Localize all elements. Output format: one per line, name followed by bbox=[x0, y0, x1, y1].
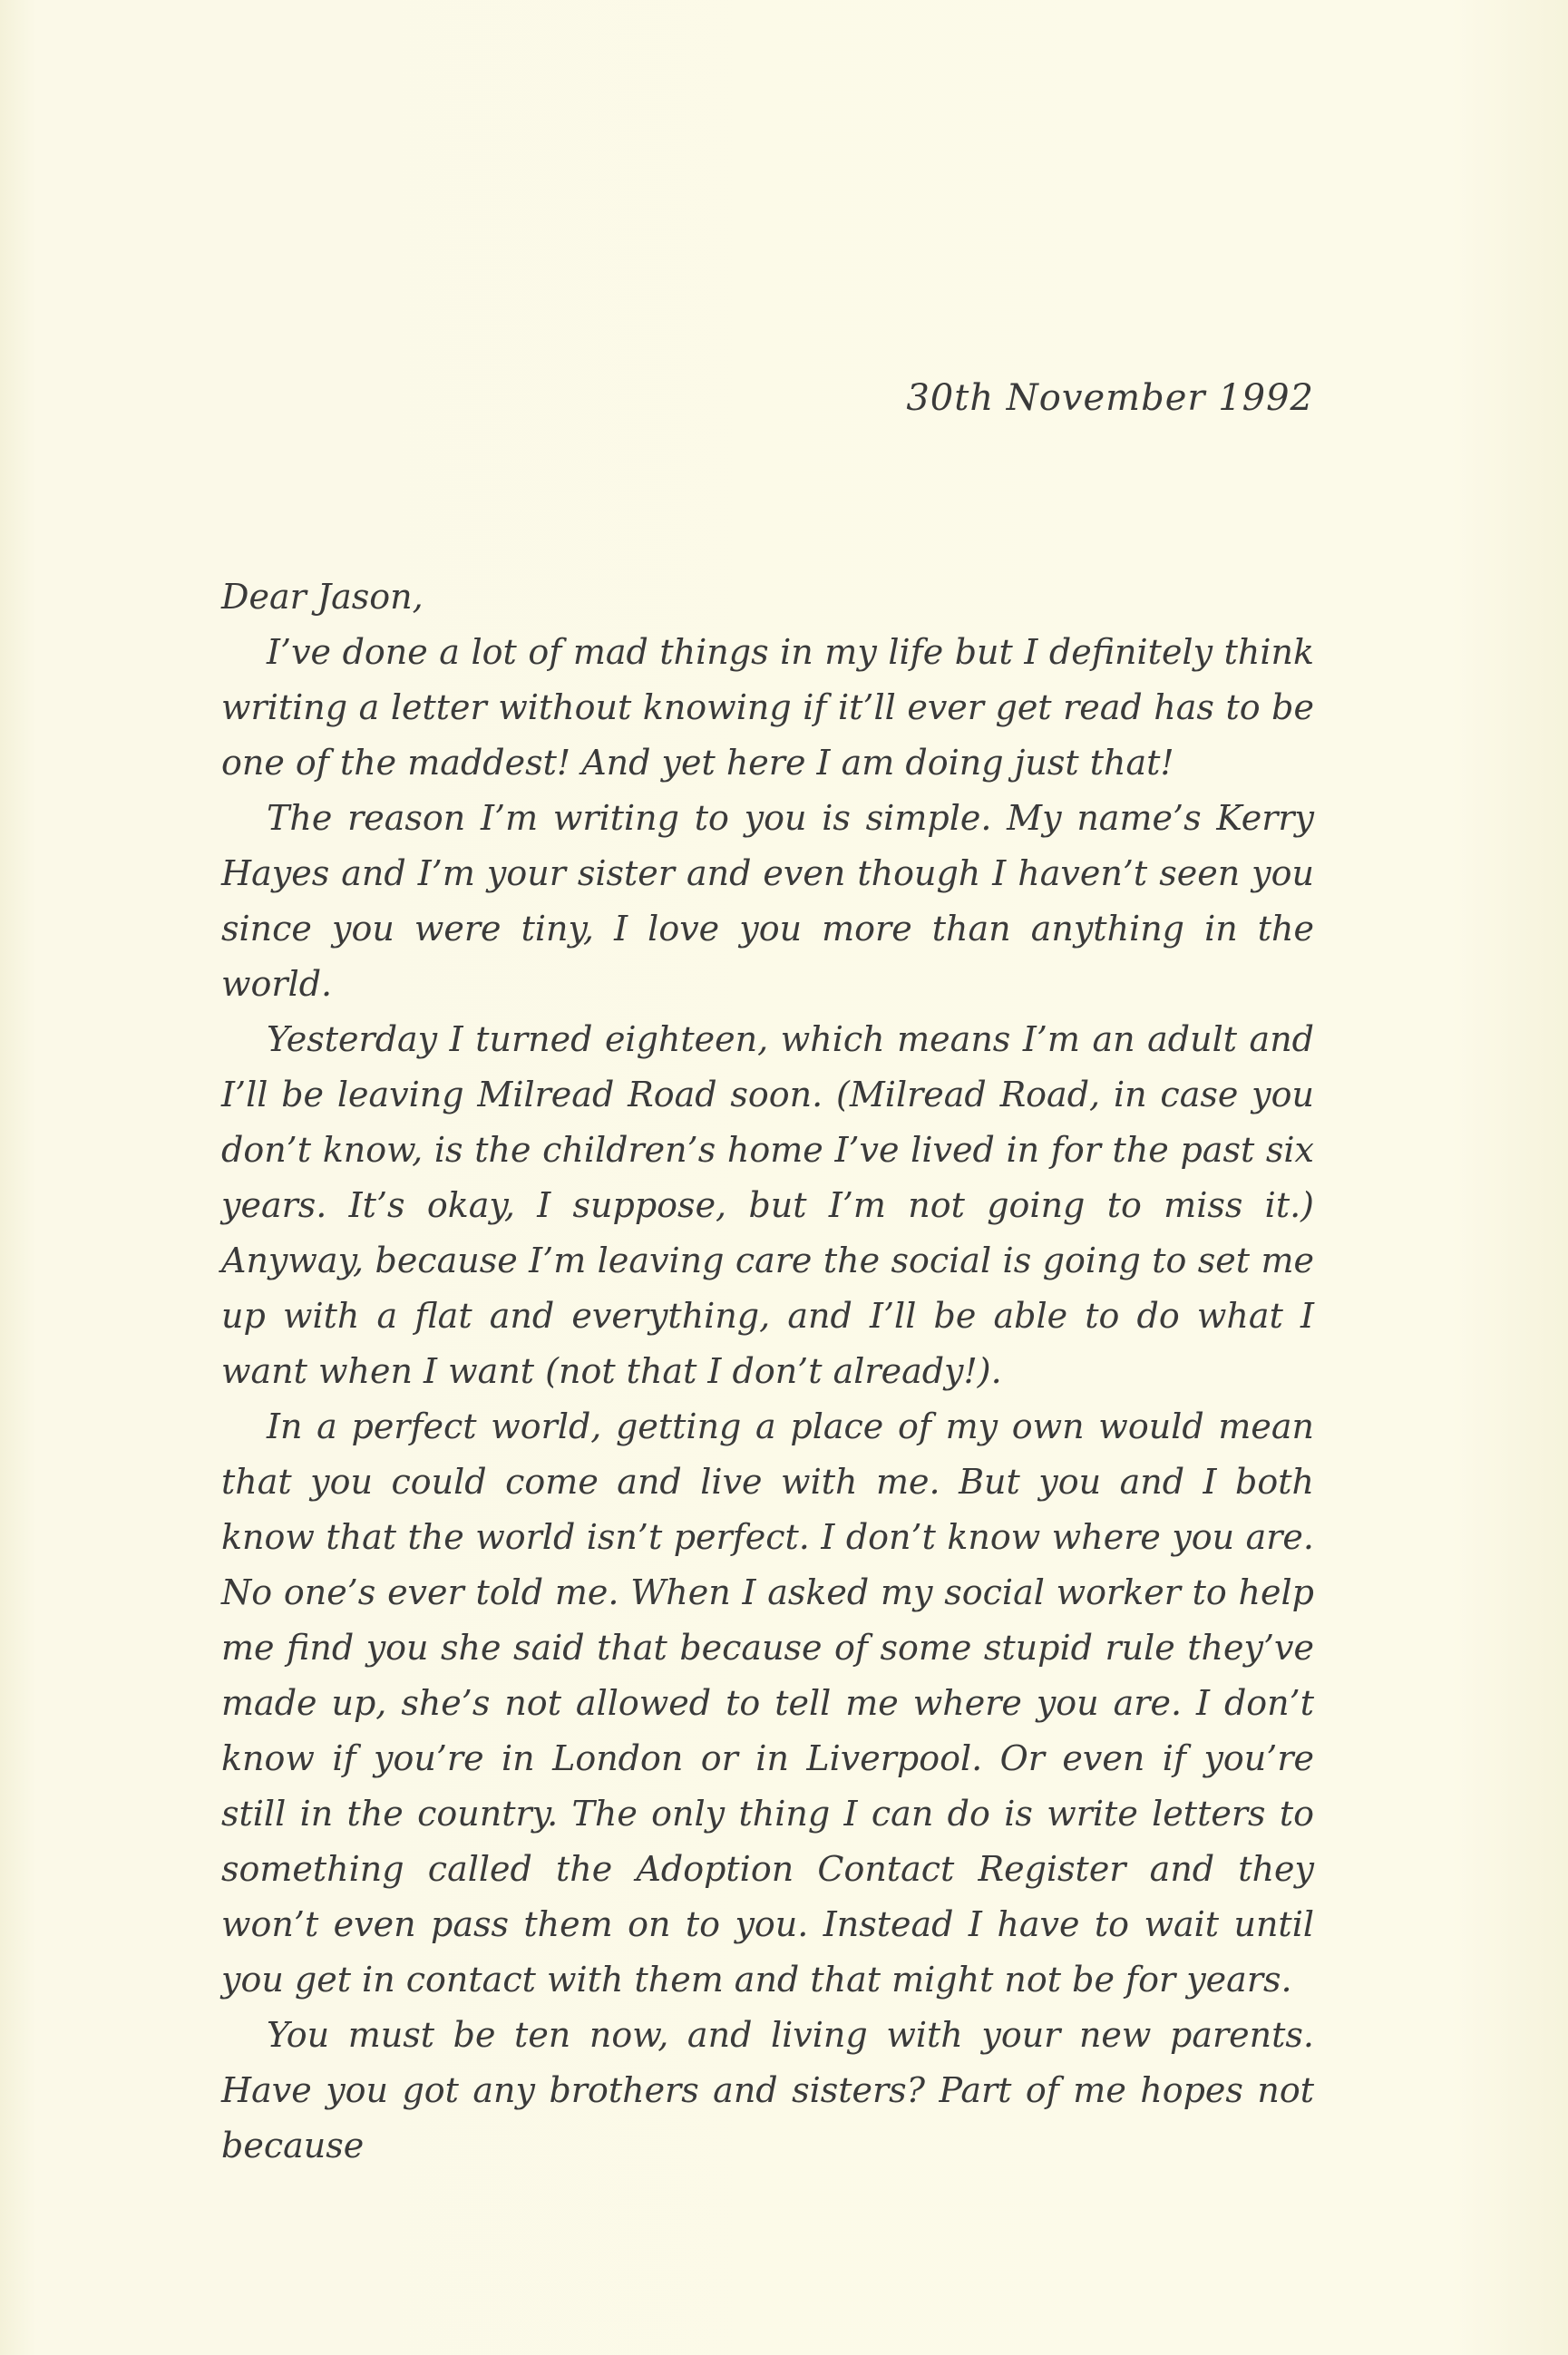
salutation: Dear Jason, bbox=[221, 577, 424, 617]
paragraph-5: You must be ten now, and living with your new parents. Have you got any brothers and sisters? Part of me hopes not because bbox=[221, 2015, 1314, 2165]
letter-date: 30th November 1992 bbox=[906, 377, 1314, 419]
paragraph-3: Yesterday I turned eighteen, which means I’m an adult and I’ll be leaving Milread Road soon. (Milread Road, in case you don’t know, is the children’s home I’ve lived in for the past six years. It’s okay, I suppose, but I’m not going to miss it.) Anyway, because I’m leaving care the social is going to set me up with a flat and everything, and I’ll be able to do what I want when I want (not that I don’t already!). bbox=[221, 1019, 1314, 1391]
letter bbox=[221, 363, 1314, 2174]
paragraph-1: I’ve done a lot of mad things in my life but I definitely think writing a letter without knowing if it’ll ever get read has to be one of the maddest! And yet here I am doing just that! bbox=[221, 632, 1314, 783]
paragraph-4: In a perfect world, getting a place of my own would mean that you could come and live with me. But you and I both know that the world isn’t perfect. I don’t know where you are. No one’s ever told me. When I asked my social worker to help me find you she said that because of some stupid rule they’ve made up, she’s not allowed to tell me where you are. I don’t know if you’re in London or in Liverpool. Or even if you’re still in the country. The only thing I can do is write letters to something called the Adoption Contact Register and they won’t even pass them on to you. Instead I have to wait until you get in contact with them and that might not be for years. bbox=[221, 1406, 1314, 2000]
paragraph-2: The reason I’m writing to you is simple. My name’s Kerry Hayes and I’m your sister and even though I haven’t seen you since you were tiny, I love you more than anything in the world. bbox=[221, 798, 1314, 1004]
